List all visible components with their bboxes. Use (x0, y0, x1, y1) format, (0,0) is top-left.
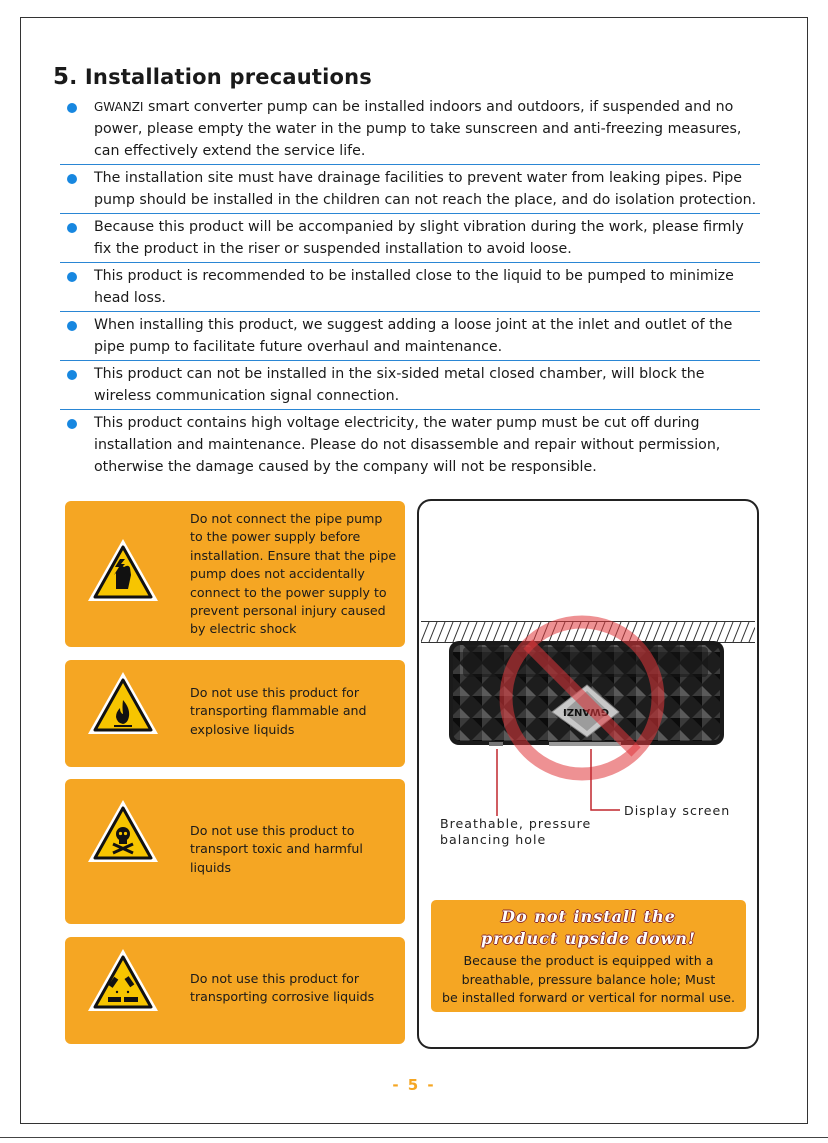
page-bottom-rule (0, 1137, 828, 1138)
warning-line: by electric shock (190, 621, 297, 637)
bullet-dot-icon (67, 103, 77, 113)
bullet-dot-icon (67, 223, 77, 233)
warning-line: prevent personal injury caused (190, 603, 386, 619)
precaution-item (60, 213, 760, 262)
notice-body-line: breathable, pressure balance hole; Must (461, 971, 716, 987)
upside-down-notice (431, 900, 746, 1012)
electric-shock-warning-icon (86, 537, 160, 603)
precaution-item (60, 96, 760, 164)
brand-name: GWANZI (94, 100, 144, 114)
precaution-text: This product contains high voltage electricity, the water pump must be cut off during installation and maintenance. Please do not disassemble and repair without permission, otherwise the damage caused by the company will not be responsible. (94, 415, 721, 475)
precaution-item (60, 262, 760, 311)
notice-body-line: Because the product is equipped with a (463, 953, 714, 968)
corrosive-warning-icon (86, 947, 160, 1013)
pump-logo: GWANZI (563, 706, 609, 717)
warning-card-electric-shock (65, 501, 405, 647)
precaution-text: The installation site must have drainage facilities to prevent water from leaking pipes. Pipe pump should be installed in the children can not reach the place, and do isolation protection. (94, 170, 757, 208)
warning-line: transporting corrosive liquids (190, 989, 375, 1005)
warning-text (190, 970, 400, 1007)
warning-text (190, 822, 400, 877)
warning-text (190, 510, 400, 639)
warning-line: transporting flammable and (190, 703, 367, 719)
section-title (53, 64, 372, 90)
precaution-text: This product can not be installed in the six-sided metal closed chamber, will block the wireless communication signal connection. (94, 366, 705, 404)
precaution-text: When installing this product, we suggest adding a loose joint at the inlet and outlet of the pipe pump to facilitate future overhaul and maintenance. (94, 317, 733, 355)
notice-body-line: be installed forward or vertical for normal use. (441, 990, 736, 1005)
precaution-text: Because this product will be accompanied by slight vibration during the work, please firmly fix the product in the riser or suspended installation to avoid loose. (94, 219, 744, 257)
precaution-item (60, 360, 760, 409)
precaution-item (60, 164, 760, 213)
precaution-item (60, 311, 760, 360)
notice-title-line: Do not install the (501, 907, 676, 926)
warning-line: to the power supply before (190, 529, 361, 545)
warning-line: installation. Ensure that the pipe (190, 547, 397, 563)
page-number: - 5 - (392, 1076, 436, 1094)
warning-line: pump does not accidentally (190, 566, 365, 582)
notice-body (431, 952, 746, 1008)
display-screen-label: Display screen (624, 803, 731, 818)
precaution-item (60, 409, 760, 480)
section-number: 5 (53, 64, 70, 90)
toxic-warning-icon (86, 798, 160, 864)
label-line: balancing hole (440, 832, 547, 847)
precaution-text: This product is recommended to be installed close to the liquid to be pumped to minimize head loss. (94, 268, 734, 306)
warning-text (190, 684, 400, 739)
notice-title (431, 906, 746, 950)
breathable-hole-label (440, 816, 591, 848)
warning-line: Do not use this product for (190, 685, 360, 700)
bullet-dot-icon (67, 370, 77, 380)
warning-card-flammable (65, 660, 405, 767)
bullet-dot-icon (67, 272, 77, 282)
bullet-dot-icon (67, 321, 77, 331)
bullet-dot-icon (67, 419, 77, 429)
warning-line: Do not use this product for (190, 971, 360, 986)
warning-card-corrosive (65, 937, 405, 1044)
warning-line: Do not use this product to (190, 823, 355, 838)
warning-line: liquids (190, 859, 232, 875)
section-title-text: . Installation precautions (69, 65, 372, 89)
precautions-list (60, 96, 760, 480)
warning-line: explosive liquids (190, 721, 295, 737)
bullet-dot-icon (67, 174, 77, 184)
notice-title-line: product upside down! (481, 929, 696, 948)
label-line: Breathable, pressure (440, 816, 592, 831)
warning-line: transport toxic and harmful (190, 841, 363, 857)
flammable-warning-icon (86, 670, 160, 736)
warning-line: connect to the power supply to (190, 584, 387, 600)
precaution-text: smart converter pump can be installed indoors and outdoors, if suspended and no power, please empty the water in the pump to take sunscreen and anti-freezing measures, can effectively extend the service life. (94, 99, 742, 159)
warning-card-toxic (65, 779, 405, 924)
warning-line: Do not connect the pipe pump (190, 511, 383, 526)
